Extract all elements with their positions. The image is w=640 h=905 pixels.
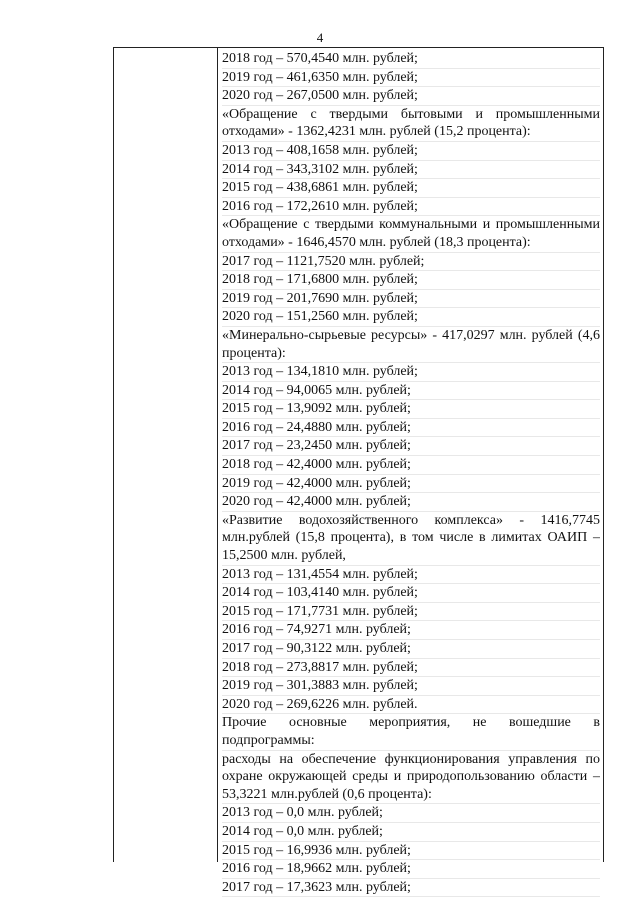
- text-line: 2019 год – 461,6350 млн. рублей;: [222, 69, 600, 88]
- text-paragraph: «Развитие водохозяйственного комплекса» - 1416,7745 млн.рублей (15,8 процента), в том числе в лимитах ОАИП – 15,2500 млн. рублей,: [222, 512, 600, 566]
- page-number: 4: [316, 30, 324, 45]
- text-line: 2019 год – 301,3883 млн. рублей;: [222, 677, 600, 696]
- text-line: 2016 год – 24,4880 млн. рублей;: [222, 419, 600, 438]
- text-line: 2013 год – 0,0 млн. рублей;: [222, 804, 600, 823]
- text-line: 2020 год – 151,2560 млн. рублей;: [222, 308, 600, 327]
- text-line: 2013 год – 134,1810 млн. рублей;: [222, 363, 600, 382]
- text-line: 2017 год – 17,3623 млн. рублей;: [222, 879, 600, 898]
- text-paragraph: «Обращение с твердыми коммунальными и промышленными отходами» - 1646,4570 млн. рублей (18,3 процента):: [222, 216, 600, 252]
- text-line: 2016 год – 18,9662 млн. рублей;: [222, 860, 600, 879]
- text-line: 2015 год – 16,9936 млн. рублей;: [222, 842, 600, 861]
- text-line: 2018 год – 171,6800 млн. рублей;: [222, 271, 600, 290]
- text-line: 2016 год – 172,2610 млн. рублей;: [222, 198, 600, 217]
- text-line: 2020 год – 267,0500 млн. рублей;: [222, 87, 600, 106]
- text-line: 2013 год – 408,1658 млн. рублей;: [222, 142, 600, 161]
- text-line: 2017 год – 1121,7520 млн. рублей;: [222, 253, 600, 272]
- document-table: [113, 47, 604, 895]
- text-line: 2015 год – 438,6861 млн. рублей;: [222, 179, 600, 198]
- text-line: 2018 год – 273,8817 млн. рублей;: [222, 659, 600, 678]
- text-line: 2014 год – 94,0065 млн. рублей;: [222, 382, 600, 401]
- text-line: 2020 год – 42,4000 млн. рублей;: [222, 493, 600, 512]
- text-line: 2018 год – 570,4540 млн. рублей;: [222, 50, 600, 69]
- text-line: 2013 год – 131,4554 млн. рублей;: [222, 566, 600, 585]
- content-column: [222, 50, 600, 897]
- text-paragraph: «Обращение с твердыми бытовыми и промышленными отходами» - 1362,4231 млн. рублей (15,2 процента):: [222, 106, 600, 142]
- text-paragraph: расходы на обеспечение функционирования управления по охране окружающей среды и природопользованию области – 53,3221 млн.рублей (0,6 процента):: [222, 751, 600, 805]
- text-line: 2017 год – 23,2450 млн. рублей;: [222, 437, 600, 456]
- text-paragraph: «Минерально-сырьевые ресурсы» - 417,0297 млн. рублей (4,6 процента):: [222, 327, 600, 363]
- text-line: 2019 год – 201,7690 млн. рублей;: [222, 290, 600, 309]
- text-line: 2014 год – 103,4140 млн. рублей;: [222, 584, 600, 603]
- text-line: 2020 год – 269,6226 млн. рублей.: [222, 696, 600, 715]
- text-line: 2015 год – 171,7731 млн. рублей;: [222, 603, 600, 622]
- text-line: 2014 год – 0,0 млн. рублей;: [222, 823, 600, 842]
- column-divider: [217, 48, 218, 862]
- text-paragraph: Прочие основные мероприятия, не вошедшие в подпрограммы:: [222, 714, 600, 750]
- text-line: 2019 год – 42,4000 млн. рублей;: [222, 475, 600, 494]
- text-line: 2016 год – 74,9271 млн. рублей;: [222, 621, 600, 640]
- text-line: 2014 год – 343,3102 млн. рублей;: [222, 161, 600, 180]
- text-line: 2017 год – 90,3122 млн. рублей;: [222, 640, 600, 659]
- text-line: 2018 год – 42,4000 млн. рублей;: [222, 456, 600, 475]
- text-line: 2015 год – 13,9092 млн. рублей;: [222, 400, 600, 419]
